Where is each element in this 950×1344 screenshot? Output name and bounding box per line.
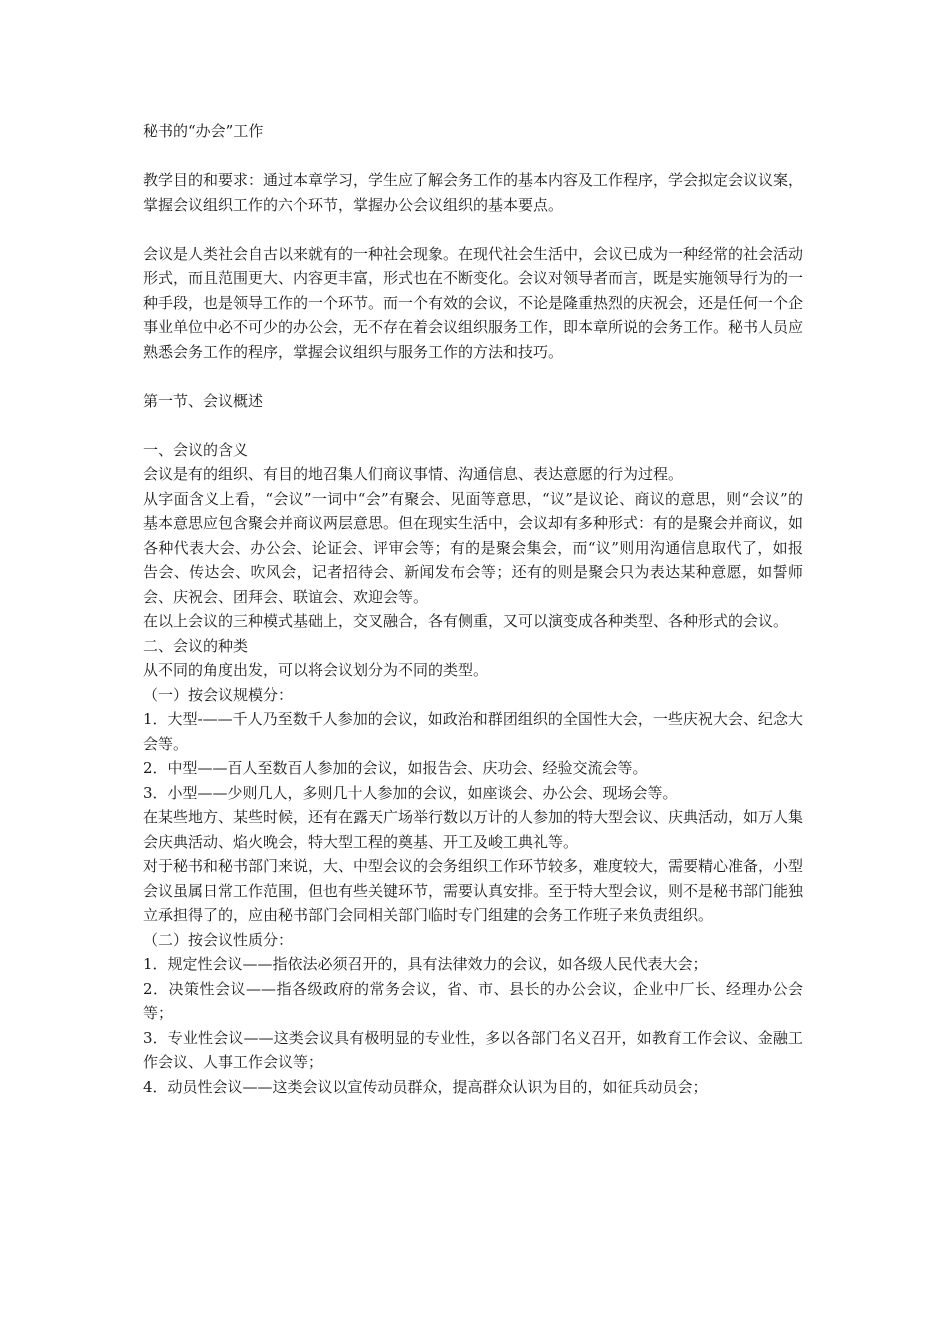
paragraph-gap bbox=[143, 217, 803, 242]
list-item: 1．规定性会议——指依法必须召开的，具有法律效力的会议，如各级人民代表大会； bbox=[143, 955, 708, 973]
document-title: 秘书的“办会”工作 bbox=[143, 122, 264, 140]
paragraph-gap bbox=[143, 364, 803, 389]
teaching-objectives-paragraph: 教学目的和要求：通过本章学习，学生应了解会务工作的基本内容及工作程序，学会拟定会议议案，掌握会议组织工作的六个环节，掌握办公会议组织的基本要点。 bbox=[143, 171, 804, 214]
subheading-by-scale: （一）按会议规模分： bbox=[143, 685, 294, 704]
subheading-types: 二、会议的种类 bbox=[143, 636, 249, 655]
intro-paragraph: 会议是人类社会自古以来就有的一种社会现象。在现代社会生活中，会议已成为一种经常的社会活动形式，而且范围更大、内容更丰富，形式也在不断变化。会议对领导者而言，既是实施领导行为的一种手段，也是领导工作的一个环节。而一个有效的会议，不论是隆重热烈的庆祝会，还是任何一个企事业单位中必不可少的办公会，无不存在着会议组织服务工作，即本章所说的会务工作。秘书人员应熟悉会务工作的程序，掌握会议组织与服务工作的方法和技巧。 bbox=[143, 244, 804, 361]
list-item: 4．动员性会议——这类会议以宣传动员群众，提高群众认识为目的，如征兵动员会； bbox=[143, 1077, 708, 1096]
three-modes-paragraph: 在以上会议的三种模式基础上，交叉融合，各有侧重，又可以演变成各种类型、各种形式的会议。 bbox=[143, 612, 789, 630]
list-item: 1．大型-——千人乃至数千人参加的会议，如政治和群团组织的全国性大会，一些庆祝大会、纪念大会等。 bbox=[143, 710, 803, 753]
list-item: 3．专业性会议——这类会议具有极明显的专业性，多以各部门名义召开，如教育工作会议、金融工作会议、人事工作会议等； bbox=[143, 1028, 803, 1071]
list-item: 2．中型——百人至数百人参加的会议，如报告会、庆功会、经验交流会等。 bbox=[143, 759, 648, 777]
list-item: 3．小型——少则几人，多则几十人参加的会议，如座谈会、办公会、现场会等。 bbox=[143, 783, 678, 802]
subheading-by-nature: （二）按会议性质分： bbox=[143, 930, 294, 949]
literal-meaning-paragraph: 从字面含义上看，“会议”一词中“会”有聚会、见面等意思，“议”是议论、商议的意思，则“会议”的基本意思应包含聚会并商议两层意思。但在现实生活中，会议却有多种形式：有的是聚会并商议，如各种代表大会、办公会、论证会、评审会等；有的是聚会集会，而“议”则用沟通信息取代了，如报告会、传达会、吹风会，记者招待会、新闻发布会等；还有的则是聚会只为表达某种意愿，如誓师会、庆祝会、团拜会、联谊会、欢迎会等。 bbox=[143, 489, 804, 606]
secretary-role-paragraph: 对于秘书和秘书部门来说，大、中型会议的会务组织工作环节较多，难度较大，需要精心准备，小型会议虽属日常工作范围，但也有些关键环节，需要认真安排。至于特大型会议，则不是秘书部门能独立承担得了的，应由秘书部门会同相关部门临时专门组建的会务工作班子来负责组织。 bbox=[143, 857, 804, 924]
extra-large-meeting-paragraph: 在某些地方、某些时候，还有在露天广场举行数以万计的人参加的特大型会议、庆典活动，如万人集会庆典活动、焰火晚会，特大型工程的奠基、开工及峻工典礼等。 bbox=[143, 808, 804, 851]
subheading-meaning: 一、会议的含义 bbox=[143, 440, 249, 459]
paragraph-gap bbox=[143, 144, 803, 169]
types-intro-paragraph: 从不同的角度出发，可以将会议划分为不同的类型。 bbox=[143, 661, 489, 679]
document-page bbox=[143, 119, 803, 1099]
list-item: 2．决策性会议——指各级政府的常务会议，省、市、县长的办公会议，企业中厂长、经理办公会等； bbox=[143, 979, 803, 1022]
section-heading: 第一节、会议概述 bbox=[143, 391, 264, 410]
definition-paragraph: 会议是有的组织、有目的地召集人们商议事情、沟通信息、表达意愿的行为过程。 bbox=[143, 465, 684, 483]
paragraph-gap bbox=[143, 413, 803, 438]
